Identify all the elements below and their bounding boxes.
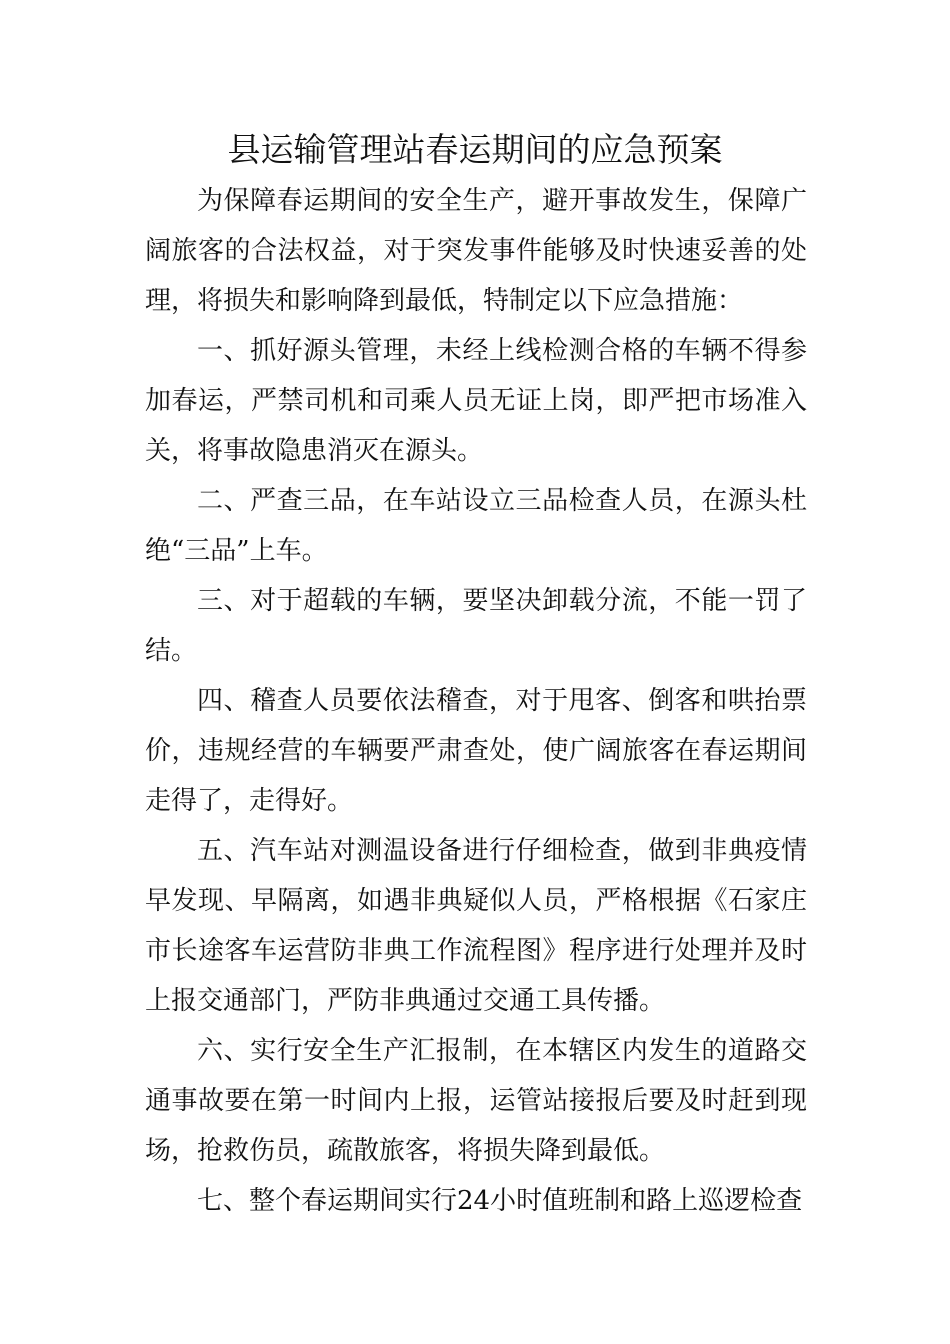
measure-4-paragraph: 四、稽查人员要依法稽查，对于甩客、倒客和哄抬票价，违规经营的车辆要严肃查处，使广阔旅客在春运期间走得了，走得好。 xyxy=(145,686,807,816)
intro-paragraph: 为保障春运期间的安全生产，避开事故发生，保障广阔旅客的合法权益，对于突发事件能够及时快速妥善的处理，将损失和影响降到最低，特制定以下应急措施： xyxy=(145,186,807,316)
measure-2-paragraph: 二、严查三品，在车站设立三品检查人员，在源头杜绝“三品”上车。 xyxy=(145,486,807,566)
measure-3-paragraph: 三、对于超载的车辆，要坚决卸载分流，不能一罚了结。 xyxy=(145,586,807,666)
document-title: 县运输管理站春运期间的应急预案 xyxy=(227,130,723,169)
measure-1-paragraph: 一、抓好源头管理，未经上线检测合格的车辆不得参加春运，严禁司机和司乘人员无证上岗，即严把市场准入关，将事故隐患消灭在源头。 xyxy=(145,336,807,466)
measure-6-paragraph: 六、实行安全生产汇报制，在本辖区内发生的道路交通事故要在第一时间内上报，运管站接报后要及时赶到现场，抢救伤员，疏散旅客，将损失降到最低。 xyxy=(145,1036,807,1166)
measure-7-paragraph: 七、整个春运期间实行24小时值班制和路上巡逻检查 xyxy=(197,1186,803,1216)
measure-5-paragraph: 五、汽车站对测温设备进行仔细检查，做到非典疫情早发现、早隔离，如遇非典疑似人员，严格根据《石家庄市长途客车运营防非典工作流程图》程序进行处理并及时上报交通部门，严防非典通过交通工具传播。 xyxy=(145,836,807,1016)
document-body xyxy=(145,176,807,1226)
